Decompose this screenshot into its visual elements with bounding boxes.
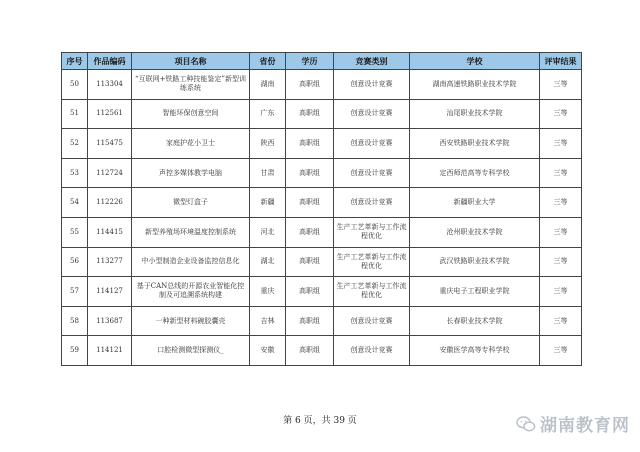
cell-category: 创意设计竞赛 (334, 158, 410, 188)
watermark-text: 湖南教育网 (540, 416, 630, 436)
header-result: 评审结果 (540, 53, 582, 70)
cell-education: 高职组 (286, 188, 334, 218)
table-row (62, 158, 582, 188)
cell-result: 三等 (540, 188, 582, 218)
cell-index: 58 (62, 306, 88, 336)
header-code: 作品编码 (88, 53, 132, 70)
cell-category: 生产工艺革新与工作流程优化 (334, 217, 410, 247)
cell-education: 高职组 (286, 247, 334, 277)
cell-category: 创意设计竞赛 (334, 129, 410, 159)
cell-category: 生产工艺革新与工作流程优化 (334, 277, 410, 307)
cell-index: 53 (62, 158, 88, 188)
cell-result: 三等 (540, 277, 582, 307)
cell-category: 创意设计竞赛 (334, 70, 410, 100)
cell-code: 114127 (88, 277, 132, 307)
header-school: 学校 (410, 53, 540, 70)
cell-result: 三等 (540, 99, 582, 129)
cell-index: 52 (62, 129, 88, 159)
table-row (62, 70, 582, 100)
cell-project-name: 微型灯盒子 (132, 188, 250, 218)
cell-code: 114121 (88, 336, 132, 366)
cell-education: 高职组 (286, 306, 334, 336)
cell-project-name: “互联网+铁路工种技能鉴定”新型训练系统 (132, 70, 250, 100)
cell-result: 三等 (540, 129, 582, 159)
cell-category: 创意设计竞赛 (334, 306, 410, 336)
cell-project-name: 智能环保创意空间 (132, 99, 250, 129)
cell-code: 114415 (88, 217, 132, 247)
cell-school: 西安铁路职业技术学院 (410, 129, 540, 159)
cell-result: 三等 (540, 336, 582, 366)
table-row (62, 247, 582, 277)
cell-result: 三等 (540, 217, 582, 247)
cell-code: 112561 (88, 99, 132, 129)
header-category: 竞赛类别 (334, 53, 410, 70)
cell-school: 定西师范高等专科学校 (410, 158, 540, 188)
header-project-name: 项目名称 (132, 53, 250, 70)
cell-code: 112226 (88, 188, 132, 218)
cell-index: 51 (62, 99, 88, 129)
cell-result: 三等 (540, 158, 582, 188)
cell-category: 生产工艺革新与工作流程优化 (334, 247, 410, 277)
cell-project-name: 一种新型材料碗胶囊壳 (132, 306, 250, 336)
cell-category: 创意设计竞赛 (334, 188, 410, 218)
cell-province: 新疆 (250, 188, 286, 218)
cell-province: 广东 (250, 99, 286, 129)
cell-province: 重庆 (250, 277, 286, 307)
watermark (516, 411, 630, 436)
cell-school: 湖南高速铁路职业技术学院 (410, 70, 540, 100)
cell-index: 56 (62, 247, 88, 277)
awards-table (61, 52, 582, 366)
table-row (62, 306, 582, 336)
cell-index: 55 (62, 217, 88, 247)
table-row (62, 336, 582, 366)
cell-education: 高职组 (286, 158, 334, 188)
cell-project-name: 新型养殖场环境温度控制系统 (132, 217, 250, 247)
cell-result: 三等 (540, 247, 582, 277)
table-body (62, 70, 582, 366)
cell-education: 高职组 (286, 129, 334, 159)
cell-category: 创意设计竞赛 (334, 99, 410, 129)
cell-education: 高职组 (286, 99, 334, 129)
cell-category: 创意设计竞赛 (334, 336, 410, 366)
cell-province: 吉林 (250, 306, 286, 336)
cell-index: 59 (62, 336, 88, 366)
cell-province: 湖北 (250, 247, 286, 277)
cell-code: 113687 (88, 306, 132, 336)
table-row (62, 217, 582, 247)
cell-education: 高职组 (286, 336, 334, 366)
cell-province: 陕西 (250, 129, 286, 159)
table-header-row (62, 53, 582, 70)
cell-project-name: 声控多媒体教学电脑 (132, 158, 250, 188)
wechat-icon (516, 415, 536, 433)
header-education: 学历 (286, 53, 334, 70)
cell-school: 沧州职业技术学院 (410, 217, 540, 247)
table-row (62, 129, 582, 159)
cell-project-name: 基于CAN总线的开源农业智能化控制及可追溯系统构建 (132, 277, 250, 307)
cell-province: 湖南 (250, 70, 286, 100)
cell-code: 115475 (88, 129, 132, 159)
cell-project-name: 家庭护花小卫士 (132, 129, 250, 159)
cell-province: 甘肃 (250, 158, 286, 188)
header-province: 省份 (250, 53, 286, 70)
header-index: 序号 (62, 53, 88, 70)
cell-school: 长春职业技术学院 (410, 306, 540, 336)
cell-code: 113304 (88, 70, 132, 100)
cell-school: 安徽医学高等专科学校 (410, 336, 540, 366)
cell-education: 高职组 (286, 70, 334, 100)
cell-code: 113277 (88, 247, 132, 277)
page-number: 第 6 页，共 39 页 (283, 416, 357, 426)
cell-school: 新疆职业大学 (410, 188, 540, 218)
cell-school: 重庆电子工程职业学院 (410, 277, 540, 307)
cell-code: 112724 (88, 158, 132, 188)
cell-result: 三等 (540, 306, 582, 336)
table-row (62, 188, 582, 218)
cell-province: 河北 (250, 217, 286, 247)
cell-project-name: 中小型制造企业设备监控信息化 (132, 247, 250, 277)
cell-index: 54 (62, 188, 88, 218)
cell-education: 高职组 (286, 217, 334, 247)
cell-school: 汕尾职业技术学院 (410, 99, 540, 129)
cell-index: 57 (62, 277, 88, 307)
cell-school: 武汉铁路职业技术学院 (410, 247, 540, 277)
table-row (62, 99, 582, 129)
cell-education: 高职组 (286, 277, 334, 307)
cell-result: 三等 (540, 70, 582, 100)
cell-index: 50 (62, 70, 88, 100)
table-row (62, 277, 582, 307)
cell-project-name: 口腔检测微型探测仪_ (132, 336, 250, 366)
cell-province: 安徽 (250, 336, 286, 366)
